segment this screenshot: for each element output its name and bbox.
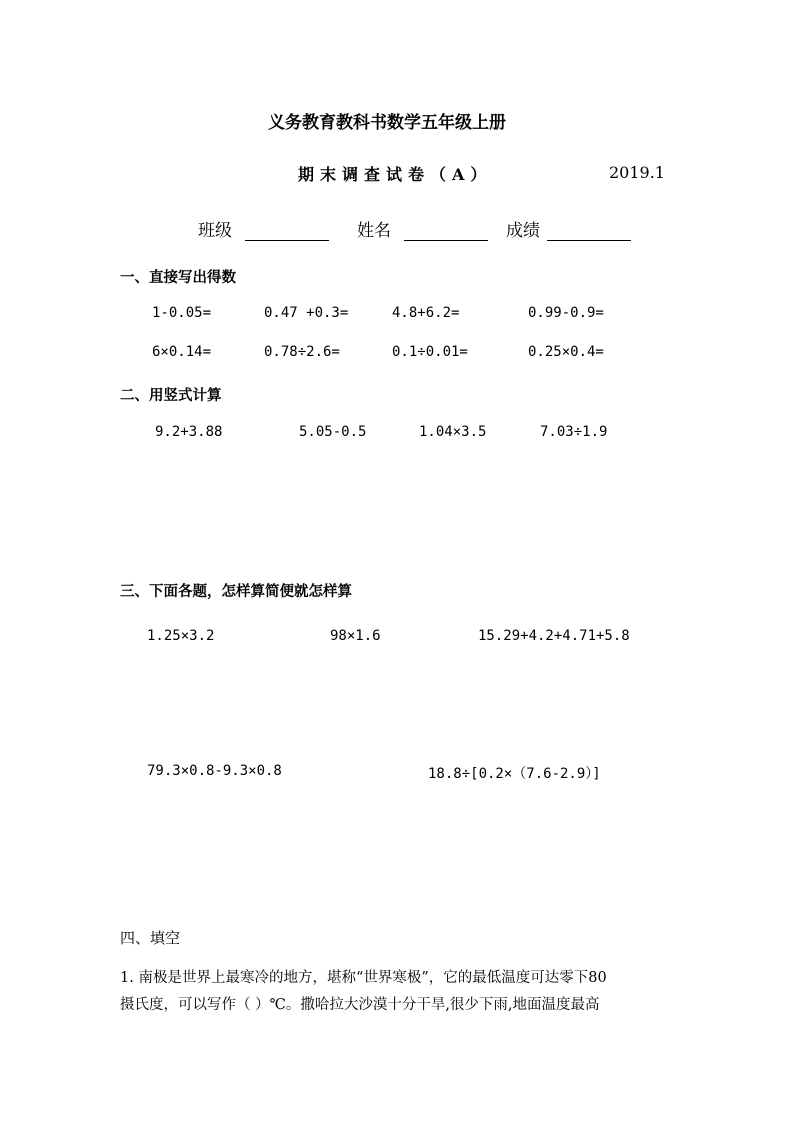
section-2-heading: 二、用竖式计算 <box>120 388 222 404</box>
oral-item: 0.47 +0.3= <box>264 305 349 321</box>
simplify-item: 18.8÷[0.2×（7.6-2.9）] <box>428 766 601 782</box>
class-field[interactable] <box>198 216 329 241</box>
simplify-item: 79.3×0.8-9.3×0.8 <box>147 763 282 779</box>
name-label: 姓名 <box>357 221 391 241</box>
oral-item: 1-0.05= <box>152 305 212 321</box>
simplify-item: 1.25×3.2 <box>147 628 215 644</box>
vertical-calc-item: 1.04×3.5 <box>419 424 487 440</box>
vertical-calc-item: 9.2+3.88 <box>155 424 223 440</box>
oral-item: 6×0.14= <box>152 344 212 360</box>
oral-item: 0.78÷2.6= <box>264 344 340 360</box>
oral-item: 0.1÷0.01= <box>392 344 468 360</box>
score-blank[interactable] <box>547 222 631 241</box>
name-field[interactable] <box>357 216 488 241</box>
vertical-calc-item: 5.05-0.5 <box>299 424 367 440</box>
oral-item: 0.25×0.4= <box>528 344 604 360</box>
name-blank[interactable] <box>404 222 488 241</box>
score-field[interactable] <box>506 216 631 241</box>
question-1-line-2: 摄氏度，可以写作（ ）℃。撒哈拉大沙漠十分干旱,很少下雨,地面温度最高 <box>120 997 600 1013</box>
exam-subtitle: 期末调查试卷（A） <box>298 165 493 184</box>
section-1-heading: 一、直接写出得数 <box>120 270 236 286</box>
section-3-heading: 三、下面各题，怎样算简便就怎样算 <box>120 584 352 600</box>
class-label: 班级 <box>198 221 232 241</box>
simplify-item: 98×1.6 <box>330 628 381 644</box>
simplify-item: 15.29+4.2+4.71+5.8 <box>478 628 630 644</box>
question-1-line-1: 1. 南极是世界上最寒冷的地方，堪称“世界寒极”，它的最低温度可达零下80 <box>120 970 607 986</box>
exam-date: 2019.1 <box>609 163 665 182</box>
document-title: 义务教育教科书数学五年级上册 <box>268 113 506 133</box>
oral-item: 4.8+6.2= <box>392 305 460 321</box>
class-blank[interactable] <box>245 222 329 241</box>
vertical-calc-item: 7.03÷1.9 <box>540 424 608 440</box>
score-label: 成绩 <box>506 221 540 241</box>
oral-item: 0.99-0.9= <box>528 305 604 321</box>
section-4-heading: 四、填空 <box>120 929 181 947</box>
